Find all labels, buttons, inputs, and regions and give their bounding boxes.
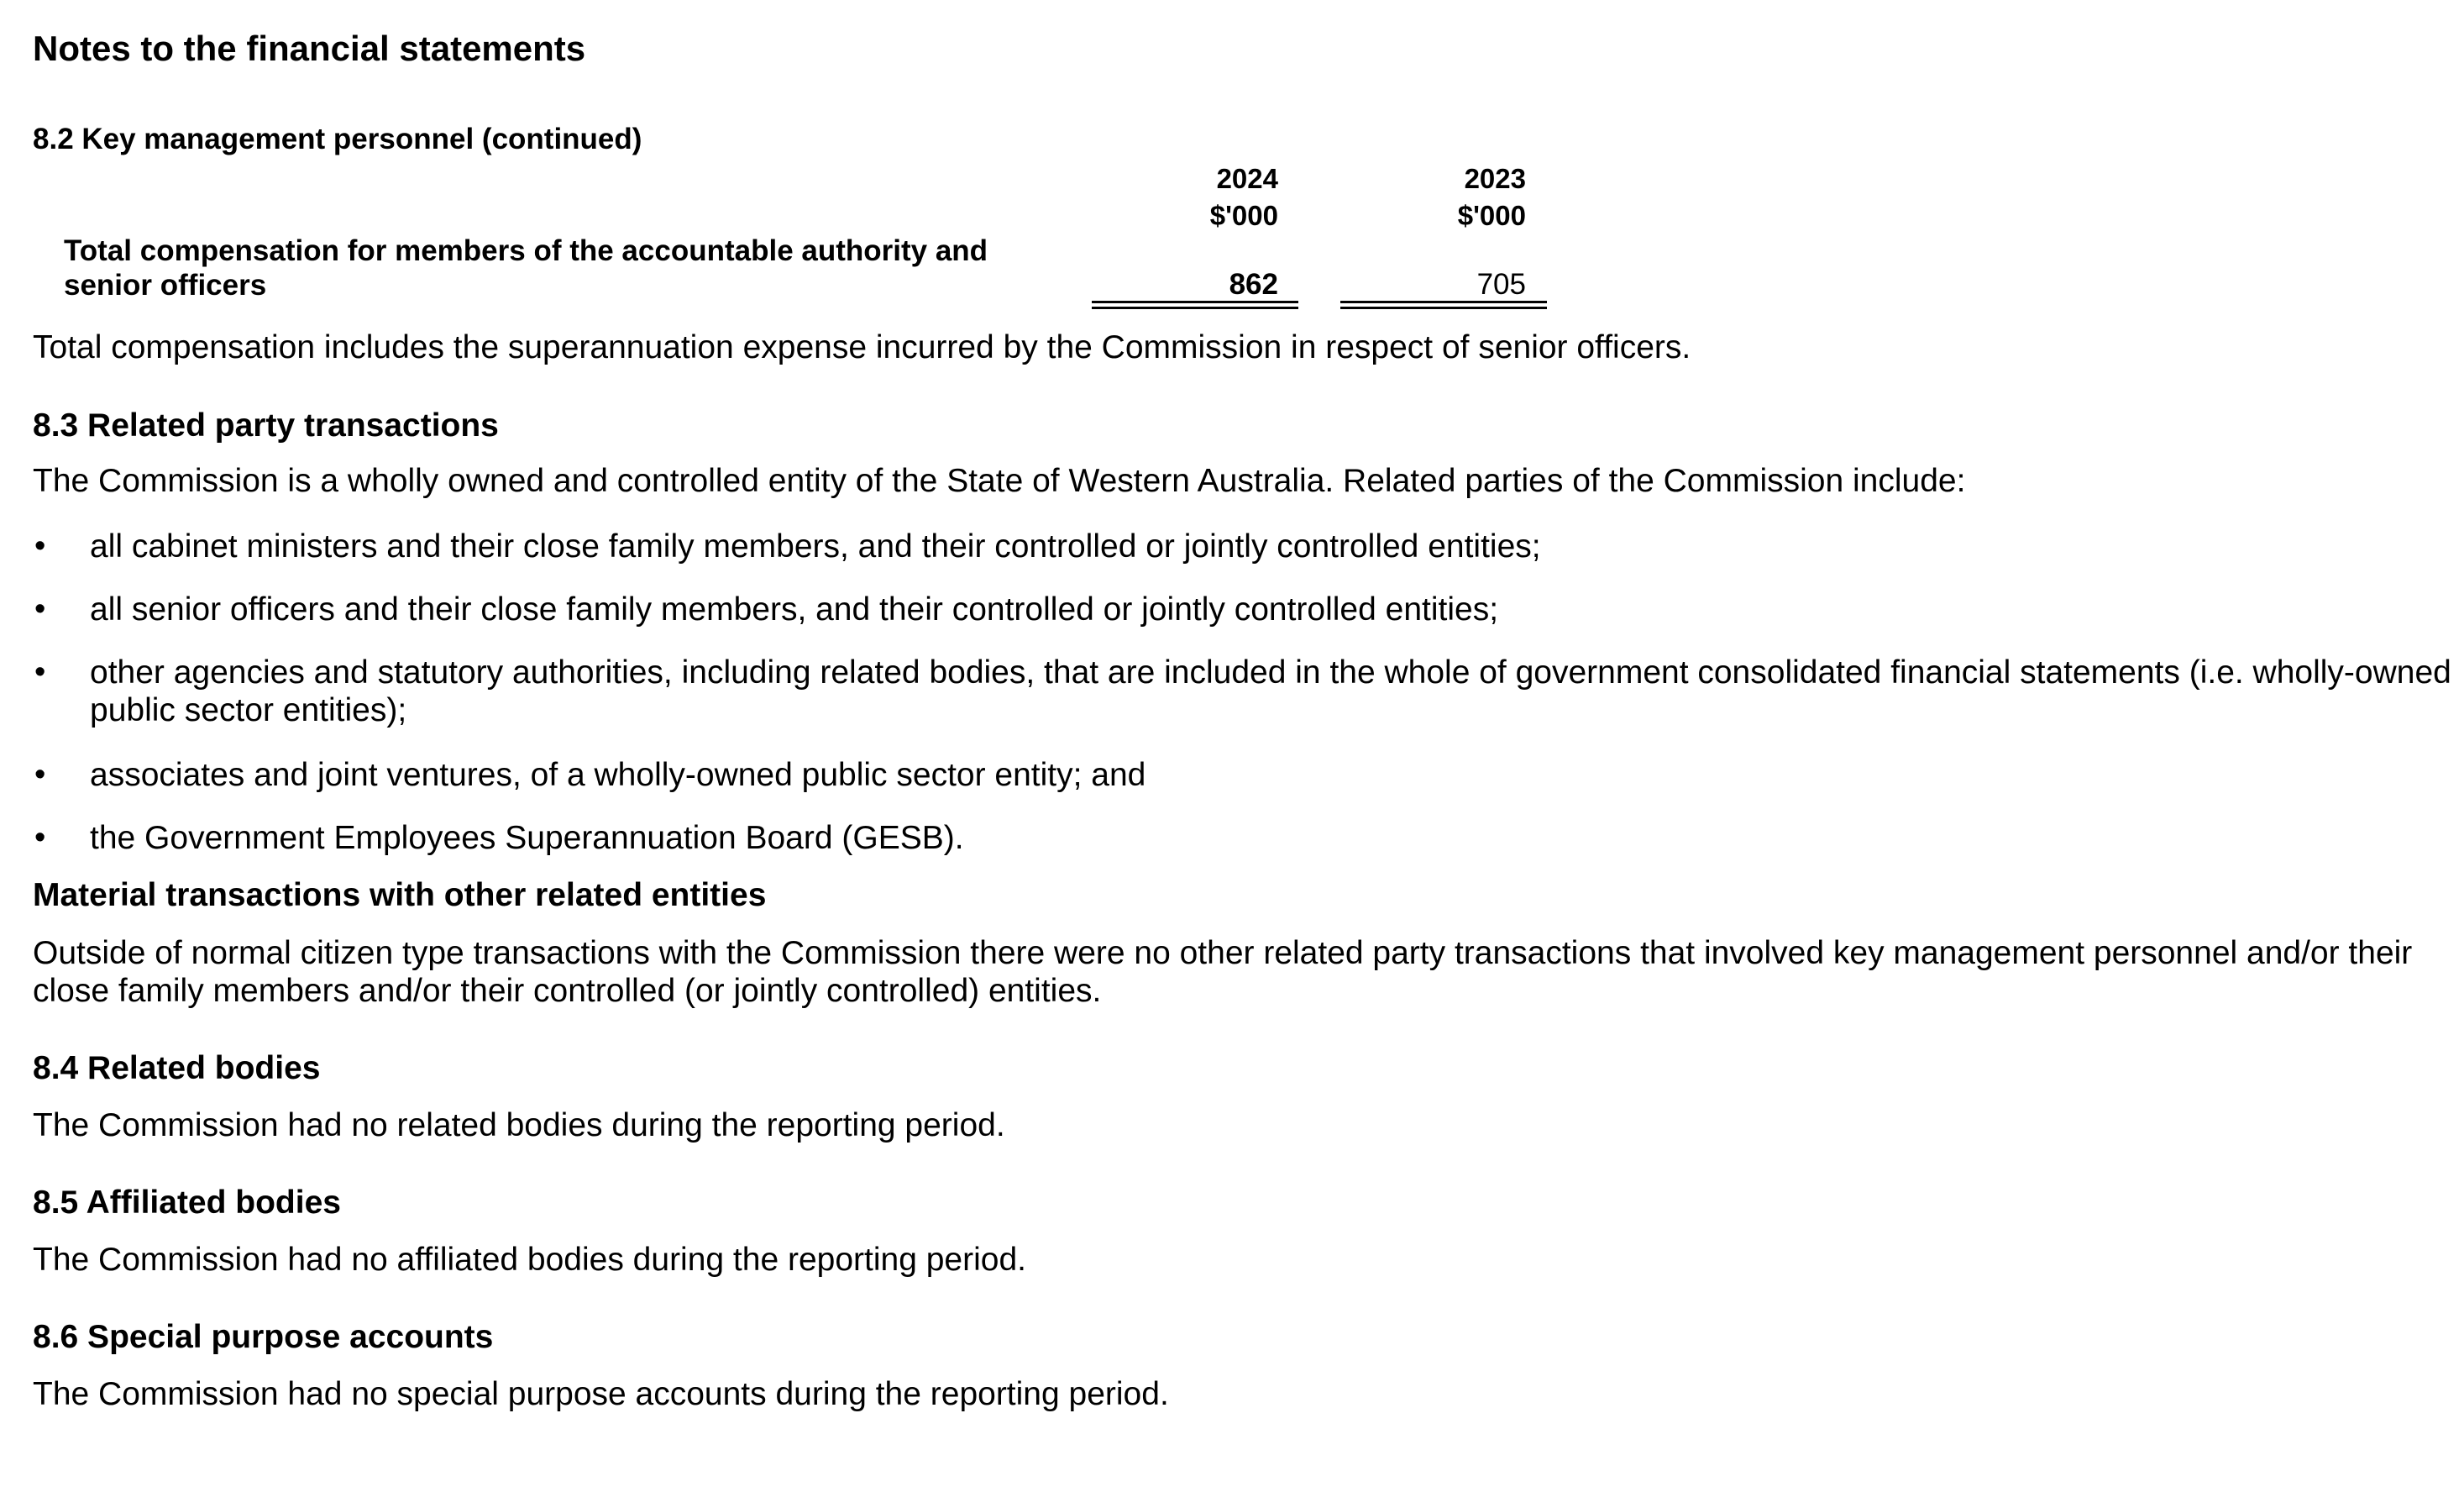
page-title: Notes to the financial statements	[33, 29, 586, 68]
kmp-note: Total compensation includes the superannuation expense incurred by the Commission in respect of senior officers.	[33, 329, 1691, 365]
column-unit-2023: $'000	[1457, 200, 1526, 231]
bullet-icon: •	[34, 591, 46, 627]
related-party-bullet-1: all cabinet ministers and their close family members, and their controlled or jointly controlled entities;	[90, 528, 1541, 565]
kmp-value-2024: 862	[1229, 268, 1278, 301]
special-purpose-text: The Commission had no special purpose accounts during the reporting period.	[33, 1376, 1169, 1412]
material-transactions-line2: close family members and/or their controlled (or jointly controlled) entities.	[33, 973, 1102, 1009]
bullet-icon: •	[34, 528, 46, 564]
affiliated-bodies-text: The Commission had no affiliated bodies during the reporting period.	[33, 1242, 1026, 1278]
total-double-underline-2024	[1092, 301, 1298, 309]
column-year-2024: 2024	[1216, 163, 1278, 194]
related-bodies-heading: 8.4 Related bodies	[33, 1050, 321, 1086]
column-year-2023: 2023	[1464, 163, 1526, 194]
kmp-heading: 8.2 Key management personnel (continued)	[33, 123, 642, 155]
kmp-row-label-line1: Total compensation for members of the accountable authority and	[64, 234, 988, 267]
material-transactions-heading: Material transactions with other related entities	[33, 877, 767, 913]
related-party-bullet-3: other agencies and statutory authorities, including related bodies, that are included in the whole of government consolidated financial statements (i.e. wholly-owned	[90, 654, 2451, 691]
special-purpose-heading: 8.6 Special purpose accounts	[33, 1319, 494, 1355]
related-party-heading: 8.3 Related party transactions	[33, 407, 499, 444]
related-party-bullet-2: all senior officers and their close family members, and their controlled or jointly controlled entities;	[90, 591, 1499, 628]
related-party-bullet-3-cont: public sector entities);	[90, 692, 407, 728]
related-party-bullet-4: associates and joint ventures, of a wholly-owned public sector entity; and	[90, 757, 1146, 793]
related-bodies-text: The Commission had no related bodies during the reporting period.	[33, 1107, 1005, 1143]
bullet-icon: •	[34, 654, 46, 690]
related-party-intro: The Commission is a wholly owned and controlled entity of the State of Western Australia. Related parties of the Commission include:	[33, 463, 1966, 499]
material-transactions-line1: Outside of normal citizen type transactions with the Commission there were no other related party transactions that involved key management personnel and/or their	[33, 935, 2413, 971]
column-unit-2024: $'000	[1209, 200, 1278, 231]
affiliated-bodies-heading: 8.5 Affiliated bodies	[33, 1185, 341, 1221]
kmp-row-label-line2: senior officers	[64, 269, 267, 302]
kmp-value-2023: 705	[1476, 268, 1526, 301]
bullet-icon: •	[34, 820, 46, 855]
related-party-bullet-5: the Government Employees Superannuation Board (GESB).	[90, 820, 964, 856]
bullet-icon: •	[34, 757, 46, 792]
total-double-underline-2023	[1340, 301, 1547, 309]
